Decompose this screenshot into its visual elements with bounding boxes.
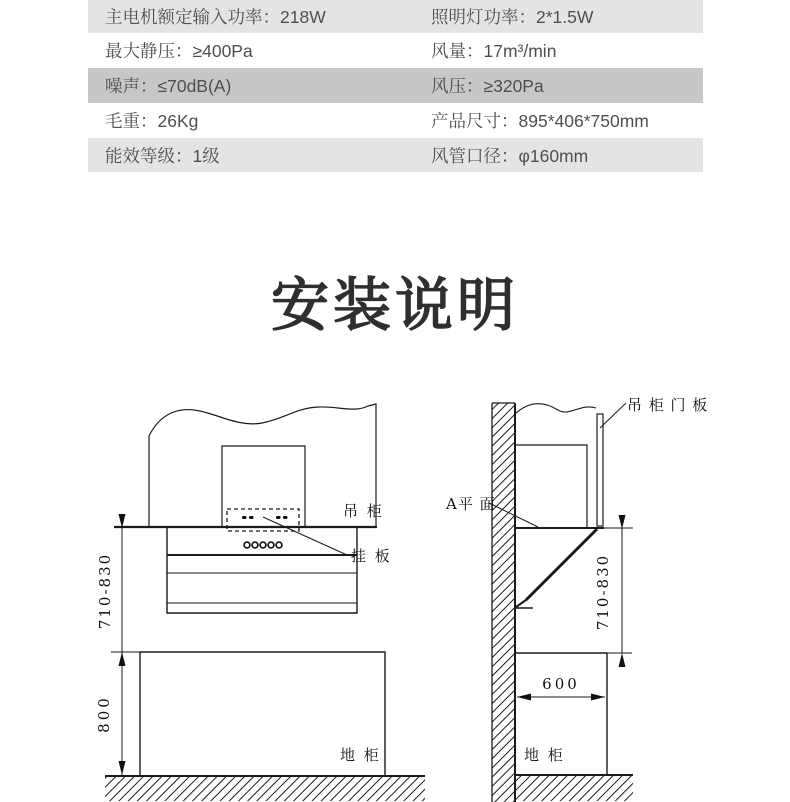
depth-dimension-label: 600 [542, 675, 580, 693]
left-hood-body [167, 527, 357, 613]
dim-arrow [619, 515, 626, 529]
dim-arrow [517, 694, 531, 701]
right-floor-cabinet-label: 地 柜 [524, 746, 565, 764]
left-floor-cabinet-label: 地 柜 [340, 746, 381, 764]
install-instructions-title: 安装说明 [270, 273, 519, 338]
spec-noise: 噪声：≤70dB(A) [105, 76, 232, 96]
spec-gross-weight: 毛重：26Kg [105, 111, 199, 131]
left-diagram [95, 404, 425, 801]
right-ground-hatch [515, 776, 633, 801]
hood-foot-slant [516, 600, 526, 607]
hood-slant-profile [526, 529, 597, 600]
right-diagram [445, 396, 708, 802]
dim-arrow [591, 694, 605, 701]
a-plane-label: A平 面 [446, 495, 496, 513]
dim-arrow [619, 653, 626, 667]
left-chimney-niche [222, 446, 305, 527]
spec-max-static-pressure: 最大静压：≥400Pa [105, 41, 253, 61]
hood-control-buttons [244, 542, 282, 548]
spec-wind-pressure: 风压：≥320Pa [431, 76, 544, 96]
wall-hatch [492, 403, 515, 802]
spec-lamp-power: 照明灯功率：2*1.5W [431, 7, 594, 27]
cabinet-door-panel [597, 414, 603, 526]
dim-arrow [119, 652, 126, 666]
left-dim-hood-height-label: 710-830 [96, 552, 114, 630]
dim-arrow [119, 761, 126, 775]
cabinet-door-label: 吊 柜 门 板 [627, 396, 709, 414]
left-hanging-cabinet-label: 吊 柜 [343, 502, 384, 520]
spec-motor-power: 主电机额定输入功率：218W [105, 7, 326, 27]
spec-product-size: 产品尺寸：895*406*750mm [431, 111, 649, 131]
spec-duct-diameter: 风管口径：φ160mm [431, 145, 589, 166]
left-ground-hatch [105, 777, 425, 801]
spec-air-volume: 风量：17m³/min [431, 41, 557, 61]
right-cabinet-wavy-top [515, 404, 596, 414]
right-dim-hood-height-label: 710-830 [594, 553, 612, 631]
door-panel-leader [600, 403, 626, 428]
left-dim-cabinet-height-label: 800 [95, 695, 113, 733]
spec-energy-rating: 能效等级：1级 [105, 145, 220, 166]
right-hanging-cabinet [515, 445, 587, 528]
hanging-plate-label: 挂 板 [351, 547, 392, 565]
